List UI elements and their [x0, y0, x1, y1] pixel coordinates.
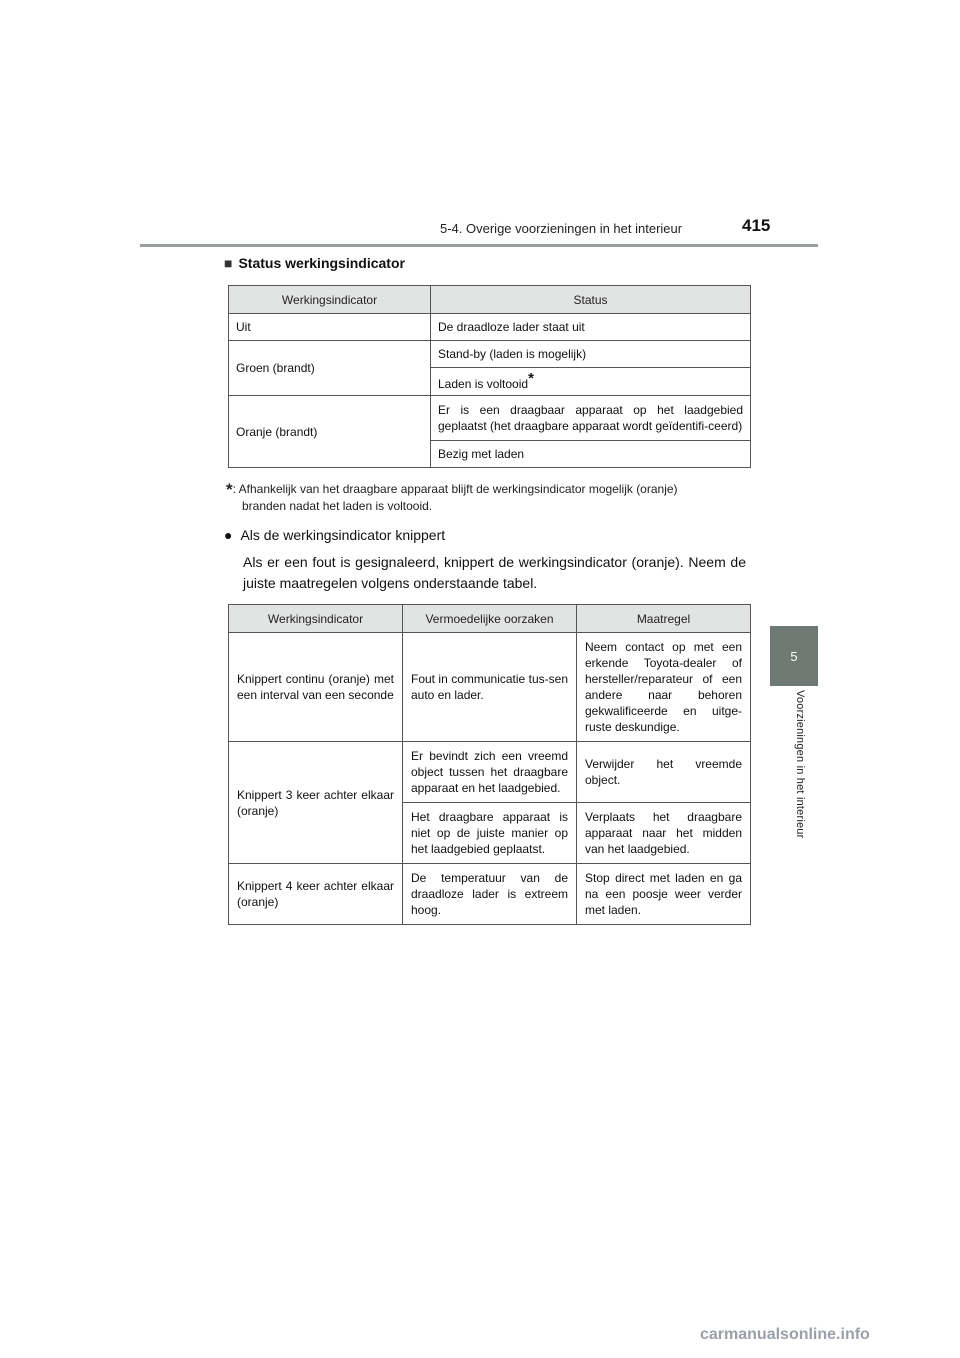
- table-cell: De draadloze lader staat uit: [431, 314, 751, 341]
- footnote: [226, 481, 746, 514]
- bullet-body: Als er een fout is gesignaleerd, knippert de werkingsindicator (oranje). Neem de juiste maatregelen volgens onderstaande tabel.: [243, 554, 746, 591]
- table-cell: Er is een draagbaar apparaat op het laadgebied geplaatst (het draagbare apparaat wordt geïdentifi-ceerd): [431, 396, 751, 441]
- bullet-icon: ●: [224, 527, 233, 543]
- table-cell: Neem contact op met een erkende Toyota-dealer of hersteller/reparateur of een andere naar behoren gekwalificeerde en uitge-ruste deskundige.: [577, 633, 751, 742]
- table-row: [229, 341, 751, 368]
- table-header: Vermoedelijke oorzaken: [403, 605, 577, 633]
- blink-table: [228, 604, 751, 925]
- header-rule: [140, 244, 818, 247]
- table-cell: Het draagbare apparaat is niet op de juiste manier op het laadgebied geplaatst.: [403, 803, 577, 864]
- table-cell: [431, 368, 751, 396]
- table-cell: Stand-by (laden is mogelijk): [431, 341, 751, 368]
- section-marker: ■: [224, 255, 233, 271]
- section-heading: [224, 255, 405, 271]
- table-header: Werkingsindicator: [229, 286, 431, 314]
- table-header-row: [229, 286, 751, 314]
- page-number: 415: [742, 216, 771, 235]
- footnote-text-line2: branden nadat het laden is voltooid.: [242, 499, 433, 513]
- table-header: Werkingsindicator: [229, 605, 403, 633]
- footnote-mark: *: [528, 370, 534, 387]
- chapter-tab: 5: [770, 626, 818, 686]
- table-cell: Knippert 4 keer achter elkaar (oranje): [229, 864, 403, 925]
- chapter-label: Voorzieningen in het interieur: [794, 690, 806, 839]
- table-cell: De temperatuur van de draadloze lader is extreem hoog.: [403, 864, 577, 925]
- table-header: Status: [431, 286, 751, 314]
- table-row: [229, 742, 751, 803]
- table-cell: Stop direct met laden en ga na een poosje weer verder met laden.: [577, 864, 751, 925]
- section-title: Status werkingsindicator: [238, 255, 405, 271]
- table-cell: Knippert continu (oranje) met een interval van een seconde: [229, 633, 403, 742]
- table-cell: Verwijder het vreemde object.: [577, 742, 751, 803]
- table-cell: Groen (brandt): [229, 341, 431, 396]
- table-cell: Verplaats het draagbare apparaat naar het midden van het laadgebied.: [577, 803, 751, 864]
- header-section-title: 5-4. Overige voorzieningen in het interieur: [440, 221, 683, 236]
- table-row: [229, 633, 751, 742]
- table-cell: Er bevindt zich een vreemd object tussen het draagbare apparaat en het laadgebied.: [403, 742, 577, 803]
- status-text: Laden is voltooid: [438, 377, 529, 391]
- bullet-title: Als de werkingsindicator knippert: [240, 527, 446, 543]
- table-row: [229, 314, 751, 341]
- table-cell: Knippert 3 keer achter elkaar (oranje): [229, 742, 403, 864]
- table-header-row: [229, 605, 751, 633]
- footnote-text-line1: : Afhankelijk van het draagbare apparaat blijft de werkingsindicator mogelijk (oranje): [232, 482, 678, 496]
- table-cell: Oranje (brandt): [229, 396, 431, 468]
- table-cell: Bezig met laden: [431, 441, 751, 468]
- footnote-star: *: [226, 480, 233, 499]
- table-cell: Uit: [229, 314, 431, 341]
- watermark: carmanualsonline.info: [700, 1326, 870, 1343]
- table-row: [229, 864, 751, 925]
- table-header: Maatregel: [577, 605, 751, 633]
- table-row: [229, 396, 751, 441]
- table-cell: Fout in communicatie tus-sen auto en lader.: [403, 633, 577, 742]
- bullet-heading: [224, 527, 445, 543]
- status-table: [228, 285, 751, 468]
